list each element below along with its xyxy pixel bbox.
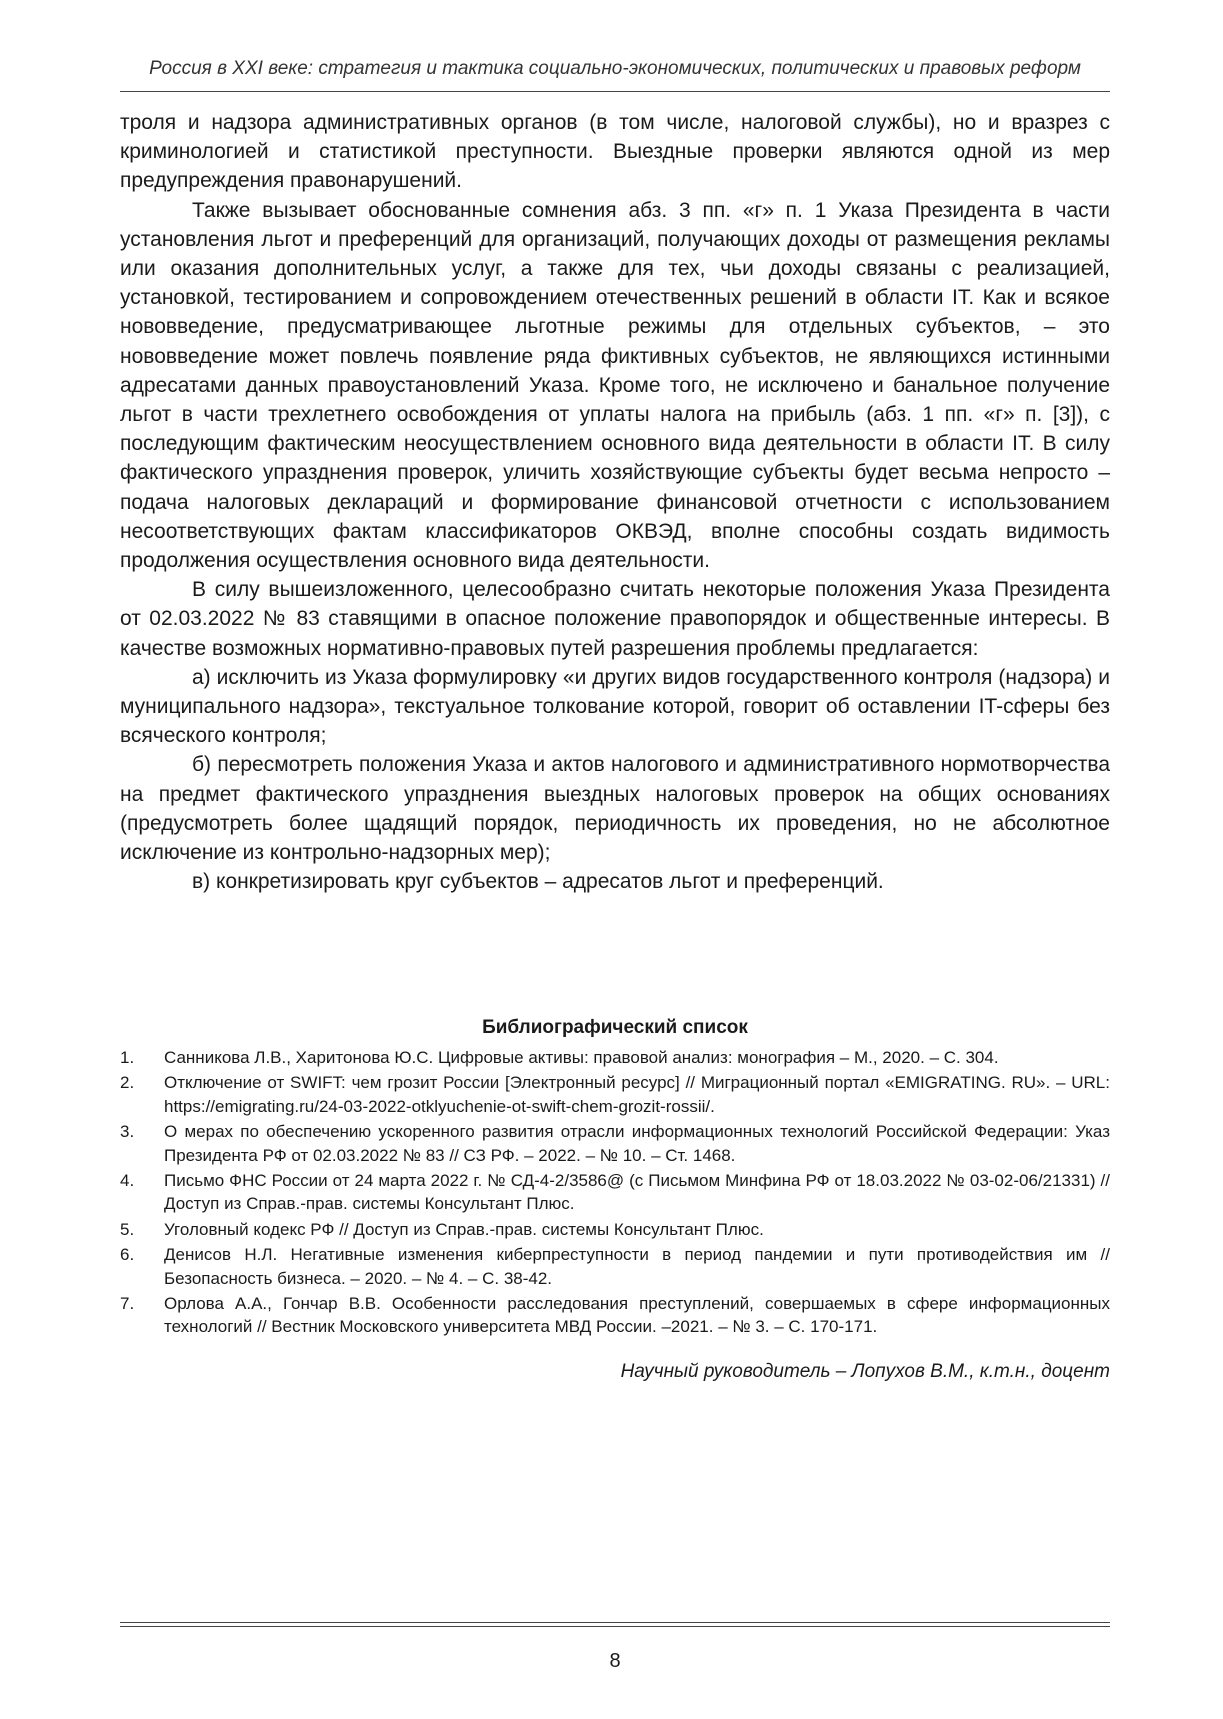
page-number: 8 [609,1650,621,1672]
running-header: Россия в XXI веке: стратегия и тактика социально-экономических, политических и правовых реформ [149,58,1081,79]
bibliography-item [120,1243,1110,1290]
bibliography-number: 5. [120,1219,135,1239]
bibliography-number: 3. [120,1122,135,1142]
bibliography-item [120,1046,1110,1069]
bibliography-item [120,1292,1110,1339]
bibliography-text: О мерах по обеспечению ускоренного развития отрасли информационных технологий Российской Федерации: Указ Президента РФ от 02.03.2022 № 83 // СЗ РФ. – 2022. – № 10. – Ст. 1468. [164,1122,1110,1165]
bibliography-number: 4. [120,1171,135,1191]
bibliography-text: Денисов Н.Л. Негативные изменения киберпреступности в период пандемии и пути противодействия им // Безопасность бизнеса. – 2020. – № 4. – С. 38-42. [164,1245,1110,1288]
header-divider [120,91,1110,92]
bibliography-number: 7. [120,1294,135,1314]
proposal-b: б) пересмотреть положения Указа и актов налогового и административного нормотворчества на предмет фактического упразднения выездных налоговых проверок на общих основаниях (предусмотреть более щадящий порядок, периодичность их проведения, но не абсолютное исключение из контрольно-надзорных мер); [120,753,1110,865]
bibliography-number: 1. [120,1048,135,1067]
paragraph: Также вызывает обоснованные сомнения абз. 3 пп. «г» п. 1 Указа Президента в части установления льгот и преференций для организаций, получающих доходы от размещения рекламы или оказания дополнительных услуг, а также для тех, чьи доходы связаны с реализацией, установкой, тестированием и сопровождением отечественных решений в области IT. Как и всякое нововведение, предусматривающее льготные режимы для отдельных субъектов, – это нововведение может повлечь появление ряда фиктивных субъектов, не являющихся истинными адресатами данных правоустановлений Указа. Кроме того, не исключено и банальное получение льгот в части трехлетнего освобождения от уплаты налога на прибыль (абз. 1 пп. «г» п. [3]), с последующим фактическим неосуществлением основного вида деятельности в области IT. В силу фактического упразднения проверок, уличить хозяйствующие субъекты будет весьма непросто – подача налоговых деклараций и формирование финансовой отчетности с использованием несоответствующих фактам классификаторов ОКВЭД, вполне способны создать видимость продолжения осуществления основного вида деятельности. [120,198,1110,573]
bibliography-item [120,1218,1110,1241]
proposal-c: в) конкретизировать круг субъектов – адресатов льгот и преференций. [192,870,884,894]
bibliography-text: Письмо ФНС России от 24 марта 2022 г. № СД-4-2/3586@ (с Письмом Минфина РФ от 18.03.2022 № 03-02-06/21331) // Доступ из Справ.-прав. системы Консультант Плюс. [164,1171,1110,1214]
footer-divider [120,1626,1110,1627]
article-body [120,108,1110,896]
scientific-supervisor: Научный руководитель – Лопухов В.М., к.т.н., доцент [620,1361,1110,1382]
bibliography-text: Отключение от SWIFT: чем грозит России [Электронный ресурс] // Миграционный портал «EMIGRATING. RU». – URL: https://emigrating.ru/24-03-2022-otklyuchenie-ot-swift-chem-grozit-rossii/. [164,1073,1110,1116]
bibliography-list [120,1046,1110,1341]
paragraph: В силу вышеизложенного, целесообразно считать некоторые положения Указа Президента от 02.03.2022 № 83 ставящими в опасное положение правопорядок и общественные интересы. В качестве возможных нормативно-правовых путей разрешения проблемы предлагается: [120,578,1110,660]
bibliography-text: Орлова А.А., Гончар В.В. Особенности расследования преступлений, совершаемых в сфере информационных технологий // Вестник Московского университета МВД России. –2021. – № 3. – С. 170-171. [164,1294,1110,1337]
bibliography-text: Уголовный кодекс РФ // Доступ из Справ.-прав. системы Консультант Плюс. [164,1219,764,1239]
proposal-a: а) исключить из Указа формулировку «и других видов государственного контроля (надзора) и муниципального надзора», текстуальное толкование которой, говорит об оставлении IT-сферы без всяческого контроля; [120,665,1110,748]
bibliography-item [120,1169,1110,1216]
footer-divider [120,1622,1110,1623]
bibliography-item [120,1120,1110,1167]
bibliography-number: 2. [120,1073,135,1093]
paragraph: троля и надзора административных органов (в том числе, налоговой службы), но и вразрез с криминологией и статистикой преступности. Выездные проверки являются одной из мер предупреждения правонарушений. [120,111,1110,193]
bibliography-title: Библиографический список [482,1017,748,1038]
bibliography-item [120,1071,1110,1118]
bibliography-number: 6. [120,1245,135,1265]
bibliography-text: Санникова Л.В., Харитонова Ю.С. Цифровые активы: правовой анализ: монография – М., 2020. – С. 304. [164,1048,999,1067]
